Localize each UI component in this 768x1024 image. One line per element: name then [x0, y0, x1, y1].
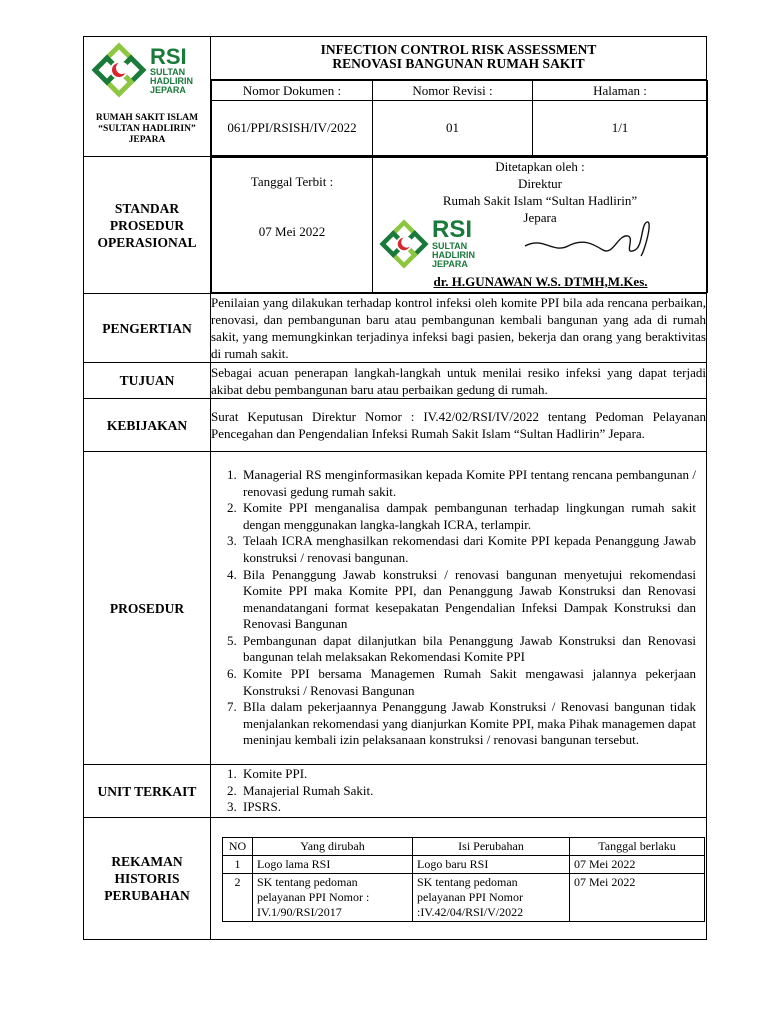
tujuan-label: TUJUAN	[84, 363, 211, 399]
revision-label: Nomor Revisi :	[373, 81, 533, 101]
approval-logo-text	[432, 218, 475, 269]
history-col-changed: Yang dirubah	[253, 838, 413, 856]
logo-sub2: HADLIRIN	[150, 75, 193, 86]
prosedur-step: 6. Komite PPI bersama Managemen Rumah Sakit mengawasi jalannya pekerjaan Konstruksi / Renovasi Bangunan	[240, 666, 696, 699]
prosedur-step: 1. Managerial RS menginformasikan kepada Komite PPI tentang rencana pembangunan / renovasi gedung rumah sakit.	[240, 467, 696, 500]
revision-value: 01	[373, 101, 533, 156]
approval-logo	[379, 218, 475, 269]
unit-terkait-list	[211, 766, 706, 816]
unit-item: 1. Komite PPI.	[240, 766, 706, 783]
pengertian-label: PENGERTIAN	[84, 294, 211, 363]
hospital-name-line2: “SULTAN HADLIRIN”	[98, 124, 196, 134]
history-col-date: Tanggal berlaku	[570, 838, 705, 856]
logo-sub3: JEPARA	[150, 84, 186, 95]
hospital-name-line1: RUMAH SAKIT ISLAM	[95, 113, 199, 123]
approval-cell	[373, 158, 708, 293]
unit-terkait-cell	[211, 765, 707, 818]
hospital-logo	[84, 37, 210, 99]
history-col-no: NO	[223, 838, 253, 856]
prosedur-step: 5. Pembangunan dapat dilanjutkan bila Penanggung Jawab Konstruksi dan Renovasi bangunan telah melaksakan Rekomendasi Komite PPI	[240, 633, 696, 666]
doc-meta	[211, 80, 708, 156]
doc-number-label: Nomor Dokumen :	[212, 81, 373, 101]
hospital-name	[84, 99, 210, 148]
sop-label	[84, 157, 211, 294]
issue-date-cell	[212, 158, 373, 293]
rekaman-label-line2: HISTORIS	[114, 871, 180, 886]
rekaman-label-line1: REKAMAN	[111, 854, 183, 869]
page-label: Halaman :	[533, 81, 708, 101]
history-cell: Logo lama RSI	[253, 856, 413, 874]
history-cell: SK tentang pedoman pelayanan PPI Nomor :IV.42/04/RSI/V/2022	[413, 874, 570, 922]
director-position: Direktur	[517, 176, 563, 191]
issued-value: 07 Mei 2022	[258, 224, 326, 239]
unit-terkait-label: UNIT TERKAIT	[84, 765, 211, 818]
sop-detail-cell	[211, 157, 707, 294]
rsi-emblem-icon	[91, 42, 147, 98]
logo-text	[150, 43, 193, 95]
approval-logo-sub2: HADLIRIN	[432, 250, 475, 260]
hospital-cell	[84, 37, 211, 157]
unit-item: 3. IPSRS.	[240, 799, 706, 816]
rsi-emblem-icon	[379, 219, 429, 269]
sop-document	[83, 36, 706, 940]
history-cell: SK tentang pedoman pelayanan PPI Nomor : IV.1/90/RSI/2017	[253, 874, 413, 922]
history-header-row	[223, 838, 705, 856]
issued-label: Tanggal Terbit :	[250, 174, 334, 189]
set-by: Ditetapkan oleh :	[495, 159, 585, 174]
table-row	[223, 874, 705, 922]
city: Jepara	[523, 210, 557, 225]
history-cell: 1	[223, 856, 253, 874]
sop-label-line2: PROSEDUR	[109, 217, 185, 233]
prosedur-step: 3. Telaah ICRA menghasilkan rekomendasi dari Komite PPI kepada Penanggung Jawab konstruksi / renovasi bangunan.	[240, 533, 696, 566]
title-line2: RENOVASI BANGUNAN RUMAH SAKIT	[332, 56, 585, 71]
doc-number-value: 061/PPI/RSISH/IV/2022	[212, 101, 373, 156]
sop-label-line1: STANDAR	[114, 200, 180, 216]
signature-icon	[523, 216, 663, 266]
prosedur-label: PROSEDUR	[84, 452, 211, 765]
approval-logo-sub1: SULTAN	[432, 241, 468, 251]
history-cell: 07 Mei 2022	[570, 874, 705, 922]
prosedur-steps	[211, 467, 706, 749]
prosedur-step: 2. Komite PPI menganalisa dampak pembangunan terhadap lingkungan rumah sakit dengan menggunakan langka-langkah ICRA, terlampir.	[240, 500, 696, 533]
approval-stamp	[373, 216, 708, 272]
page-value: 1/1	[533, 101, 708, 156]
kebijakan-label: KEBIJAKAN	[84, 399, 211, 452]
pengertian-text: Penilaian yang dilakukan terhadap kontrol infeksi oleh komite PPI bila ada rencana perbaikan, renovasi, dan pembangunan baru atau pembangunan kembali bangunan yang ada di rumah sakit, yang memungkinkan terjadinya infeksi bagi pasien, bekerja dan orang yang beraktivitas di rumah sakit.	[211, 295, 706, 361]
prosedur-cell	[211, 452, 707, 765]
rekaman-label-line3: PERUBAHAN	[104, 888, 190, 903]
title-line1: INFECTION CONTROL RISK ASSESSMENT	[320, 42, 597, 57]
document-title	[211, 37, 706, 80]
logo-mark: RSI	[150, 43, 187, 69]
unit-item: 2. Manajerial Rumah Sakit.	[240, 783, 706, 800]
rekaman-cell	[211, 818, 707, 940]
logo-sub1: SULTAN	[150, 66, 186, 77]
history-col-content: Isi Perubahan	[413, 838, 570, 856]
prosedur-step: 4. Bila Penanggung Jawab konstruksi / renovasi bangunan menyetujui rekomendasi Komite PPI maka Komite PPI, dan Penanggung Jawab Konstruksi dan Renovasi menandatangani format kesepakatan Pengendalian Infeksi Dampak Konstruksi dan Renovasi Bangunan	[240, 567, 696, 633]
sop-detail	[211, 157, 708, 293]
title-cell	[211, 37, 707, 157]
history-cell: 2	[223, 874, 253, 922]
sop-table	[83, 36, 707, 940]
hospital-name-line3: JEPARA	[128, 135, 166, 145]
kebijakan-text: Surat Keputusan Direktur Nomor : IV.42/02/RSI/IV/2022 tentang Pedoman Pelayanan Pencegahan dan Pengendalian Infeksi Rumah Sakit Islam “Sultan Hadlirin” Jepara.	[211, 399, 707, 452]
approval-logo-mark: RSI	[432, 216, 473, 243]
table-row	[223, 856, 705, 874]
history-cell: 07 Mei 2022	[570, 856, 705, 874]
sop-label-line3: OPERASIONAL	[97, 234, 197, 250]
history-cell: Logo baru RSI	[413, 856, 570, 874]
tujuan-text: Sebagai acuan penerapan langkah-langkah untuk menilai resiko infeksi yang dapat terjadi akibat debu pembangunan baru atau perbaikan gedung di rumah.	[211, 364, 706, 397]
rekaman-label	[84, 818, 211, 940]
signatory-name: dr. H.GUNAWAN W.S. DTMH,M.Kes.	[433, 274, 648, 289]
institution: Rumah Sakit Islam “Sultan Hadlirin”	[442, 193, 638, 208]
prosedur-step: 7. BIla dalam pekerjaannya Penanggung Jawab Konstruksi / Renovasi bangunan tidak menjalankan rekomendasi yang dianjurkan Komite PPI, maka Pihak managemen dapat meninjau kembali izin pelaksanaan konstruksi / renovasi bangunan tersebut.	[240, 699, 696, 749]
history-table	[222, 837, 705, 922]
approval-logo-sub3: JEPARA	[432, 259, 468, 269]
